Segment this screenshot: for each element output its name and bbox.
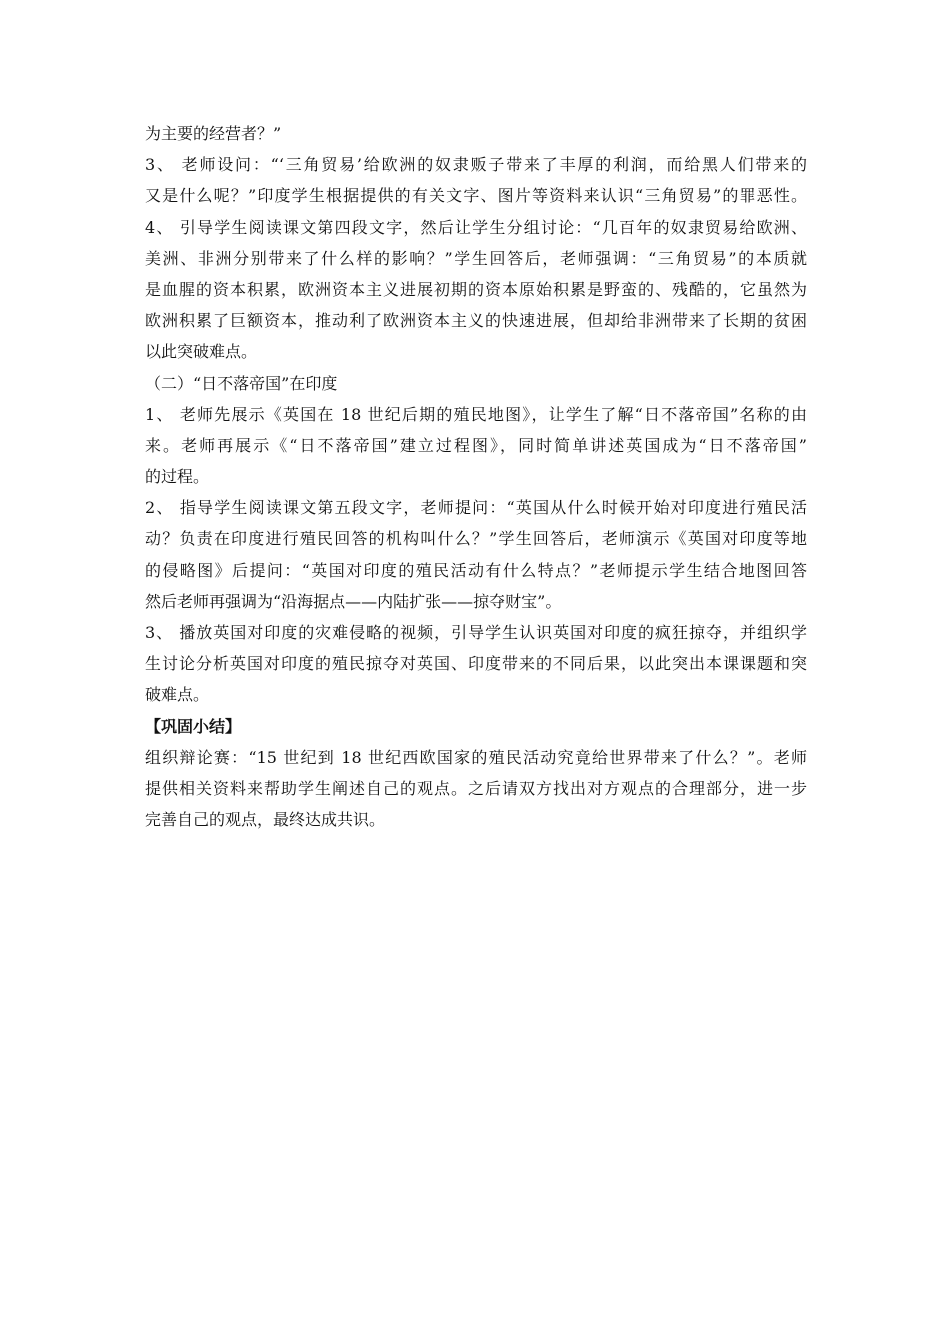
text-line: 4、 引导学生阅读课文第四段文字，然后让学生分组讨论：“几百年的奴隶贸易给欧洲、: [145, 217, 807, 237]
text-line: 然后老师再强调为“沿海据点——内陆扩张——掠夺财宝”。: [145, 591, 562, 611]
text-line: 来。老师再展示《“日不落帝国”建立过程图》，同时简单讲述英国成为“日不落帝国”: [145, 435, 807, 455]
text-line: 生讨论分析英国对印度的殖民掠夺对英国、印度带来的不同后果，以此突出本课课题和突: [145, 654, 807, 674]
text-line: 欧洲积累了巨额资本，推动利了欧洲资本主义的快速进展，但却给非洲带来了长期的贫困: [145, 311, 807, 331]
text-line: 完善自己的观点，最终达成共识。: [145, 810, 386, 830]
text-line: 2、 指导学生阅读课文第五段文字，老师提问：“英国从什么时候开始对印度进行殖民活: [145, 498, 807, 518]
text-line: 美洲、非洲分别带来了什么样的影响？”学生回答后，老师强调：“三角贸易”的本质就: [145, 248, 807, 268]
text-line: 组织辩论赛：“15 世纪到 18 世纪西欧国家的殖民活动究竟给世界带来了什么？”。老师: [145, 747, 807, 767]
text-line: 的过程。: [145, 467, 210, 487]
text-line: 提供相关资料来帮助学生阐述自己的观点。之后请双方找出对方观点的合理部分，进一步: [145, 778, 807, 798]
text-line: 1、 老师先展示《英国在 18 世纪后期的殖民地图》，让学生了解“日不落帝国”名称的由: [145, 404, 807, 424]
text-line: 3、 老师设问：“‘三角贸易’给欧洲的奴隶贩子带来了丰厚的利润，而给黑人们带来的: [145, 155, 807, 175]
document-page: [145, 118, 807, 835]
text-line: 动？负责在印度进行殖民回答的机构叫什么？”学生回答后，老师演示《英国对印度等地: [145, 529, 807, 549]
text-line: 破难点。: [145, 685, 210, 705]
text-line: 以此突破难点。: [145, 342, 258, 362]
text-line: 又是什么呢？”印度学生根据提供的有关文字、图片等资料来认识“三角贸易”的罪恶性。: [145, 186, 807, 206]
text-line: 3、 播放英国对印度的灾难侵略的视频，引导学生认识英国对印度的疯狂掠夺，并组织学: [145, 623, 807, 642]
section-heading: （二）“日不落帝国”在印度: [145, 373, 338, 393]
text-line: 是血腥的资本积累，欧洲资本主义进展初期的资本原始积累是野蛮的、残酷的，它虽然为: [145, 279, 807, 299]
text-line: 的侵略图》后提问：“英国对印度的殖民活动有什么特点？”老师提示学生结合地图回答: [145, 560, 807, 580]
text-line: 为主要的经营者？”: [145, 124, 282, 143]
section-heading-summary: 【巩固小结】: [145, 716, 242, 736]
